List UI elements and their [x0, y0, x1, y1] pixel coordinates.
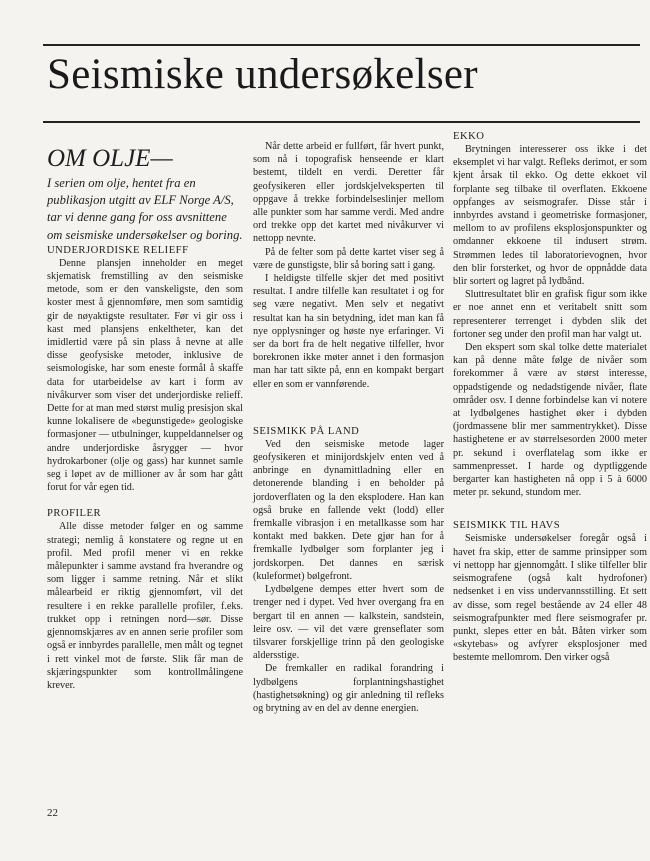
paragraph: Brytningen interesserer oss ikke i det eksemplet vi har valgt. Refleks derimot, er som kjent årsak til ekko. Og dette ekkoet vil forplante seg tilbake til overflaten. Ekkoene oppfanges av seismografer. Disse står i innbyrdes avstand i geometriske formasjoner, mellom to av profilens eksplosjonspunkter og omdanner ekkoene til indusert strøm. Strømmen ledes til laboratorievognen, hvor den blir forsterket, og hvor de oppnådde data blir sortert og lagret på lydbånd.	[453, 144, 647, 288]
paragraph: Lydbølgene dempes etter hvert som de trenger ned i dypet. Ved hver overgang fra en bergart til en annen — kalkstein, sandstein, leire osv. — vil det være grenseflater som tilsvarer forskjellige trinn på den geologiske aldersstige.	[253, 584, 444, 662]
column-2	[253, 140, 444, 715]
paragraph: Alle disse metoder følger en og samme strategi; nemlig å konstatere og regne ut en profil. Med profil mener vi en rekke målepunkter i samme avstand fra hverandre og som ligger i samme retning. Når et slikt målearbeid er riktig gjennomført, vil det resultere i en rekke parallelle profiler, f.eks. trukket opp i retningen nord—sør. Disse gjennomskjæres av en annen serie profiler som også er innbyrdes parallelle, men målt og tegnet i rett vinkel mot de første. Slik får man de skjæringspunkter som kontrollmålingene krever.	[47, 521, 243, 691]
section-heading-ekko: EKKO	[453, 131, 485, 142]
paragraph: Seismiske undersøkelser foregår også i havet fra skip, etter de samme prinsipper som vi nettopp har gjennomgått. I slike tilfeller blir seismografene (også kalt hydrofoner) nedsenket i en viss undervannsstilling. Et sett av disse, som regel bestående av 24 eller 48 seismografpunkter med flere seismografer pr. punkt, slepes etter en båt. Båten virker som «skytebas» og avfyrer eksplosjoner med bestemte mellomrom. Den virker også	[453, 533, 647, 664]
paragraph: Sluttresultatet blir en grafisk figur som ikke er noe annet enn et veritabelt snitt som representerer terrenget i dybden slik det fortoner seg under den profil man har valgt ut.	[453, 289, 647, 340]
section-heading-land: SEISMIKK PÅ LAND	[253, 425, 360, 437]
paragraph: I heldigste tilfelle skjer det med positivt resultat. I andre tilfelle kan resultatet i og for seg være negativt. Men selv et negativt resultat kan ha sin betydning, idet man kan få nye opplysninger og høste nye erfaringer. Vi ser da bort fra de helt negative tilfeller, hvor borekronen ikke møter annet i den formasjon man har tatt sikte på, enn en kompakt bergart eller en som er vannførende.	[253, 273, 444, 390]
paragraph: Den ekspert som skal tolke dette materialet kan på denne måte følge de nivåer som forekommer å være av størst interesse, oppadstigende og nedadstigende nivåer, flate områder osv. I denne forbindelse kan vi notere at lydbølgenes hastighet øker i dybden (jordmassene blir mer sammentrykket). Disse hastighetene er av størrelsesorden 2000 meter pr. sekund i overflatelag som ikke er sammenpresset. I harde og dyptliggende bergarter kan hastigheten nå opp i 5 à 6000 meter pr. sekund, stundom mer.	[453, 342, 647, 499]
column-1	[47, 128, 243, 692]
top-rule	[43, 44, 640, 46]
page-title: Seismiske undersøkelser	[47, 51, 478, 98]
lede-paragraph: I serien om olje, hentet fra en publikasjon utgitt av ELF Norge A/S, tar vi denne gang for oss avsnittene om seismiske undersøkelser og boring.	[47, 176, 243, 242]
series-heading: OM OLJE—	[47, 145, 173, 172]
section-heading-profiler: PROFILER	[47, 508, 102, 520]
paragraph: Ved den seismiske metode lager geofysikeren et minijordskjelv enten ved å anbringe en dynamittladning eller en detonerende blanding i en beholder på jordoverflaten og la den eksplodere. Han kan også bruke en fallende vekt (lodd) eller fremkalle vibrasjon i en metallkasse som har kontakt med bakken. Dete gjør han for å fremkalle lydbølger som forplanter jeg i jordskorpen. Det dannes en særisk (kuleformet) bølgefront.	[253, 438, 444, 582]
page-number: 22	[47, 807, 58, 819]
title-rule	[43, 121, 640, 123]
column-3	[453, 130, 647, 665]
paragraph: Denne plansjen inneholder en meget skjematisk fremstilling av den seismiske metode, som er den vanskeligste, den som koster mest å gjennomføre, men som samtidig gir de nøyaktigste resultater. Før vi gir oss i kast med plansjens enkeltheter, kan det imidlertid være på sin plass å nevne at alle disse geofysiske metoder, inklusive de seismologiske, har som eneste formål å skaffe data for utarbeidelse av kart i form av nivåkurver som viser det underjordiske relieff. Dette for at man med størst mulig presisjon skal kunne lokalisere de «begunstigede» geologiske formasjoner — utbulninger, kuppeldannelser og andre underjordiske åsrygger — hvor hydrokarboner (olje og gass) har kunnet samle seg i løpet av de millioner av år som har gått forut for vår egen tid.	[47, 257, 243, 494]
section-heading-havs: SEISMIKK TIL HAVS	[453, 520, 561, 532]
paragraph: De fremkaller en radikal forandring i lydbølgens forplantningshastighet (hastighetsøkning) og gir anledning til refleks og brytning av en del av denne energien.	[253, 663, 444, 714]
section-heading-relieff: UNDERJORDISKE RELIEFF	[47, 244, 189, 256]
paragraph: Når dette arbeid er fullført, får hvert punkt, som nå i topografisk henseende er klart bestemt, tildelt en verdi. Deretter får geofysikeren eller jordskjelveksperten til oppgave å trekke forbindelseslinjer mellom alle punkter som har samme verdi. Med andre ord trekke opp det kartet med nivåkurver vi nettopp nevnte.	[253, 141, 444, 245]
paragraph: På de felter som på dette kartet viser seg å være de gunstigste, blir så boring satt i gang.	[253, 246, 444, 271]
